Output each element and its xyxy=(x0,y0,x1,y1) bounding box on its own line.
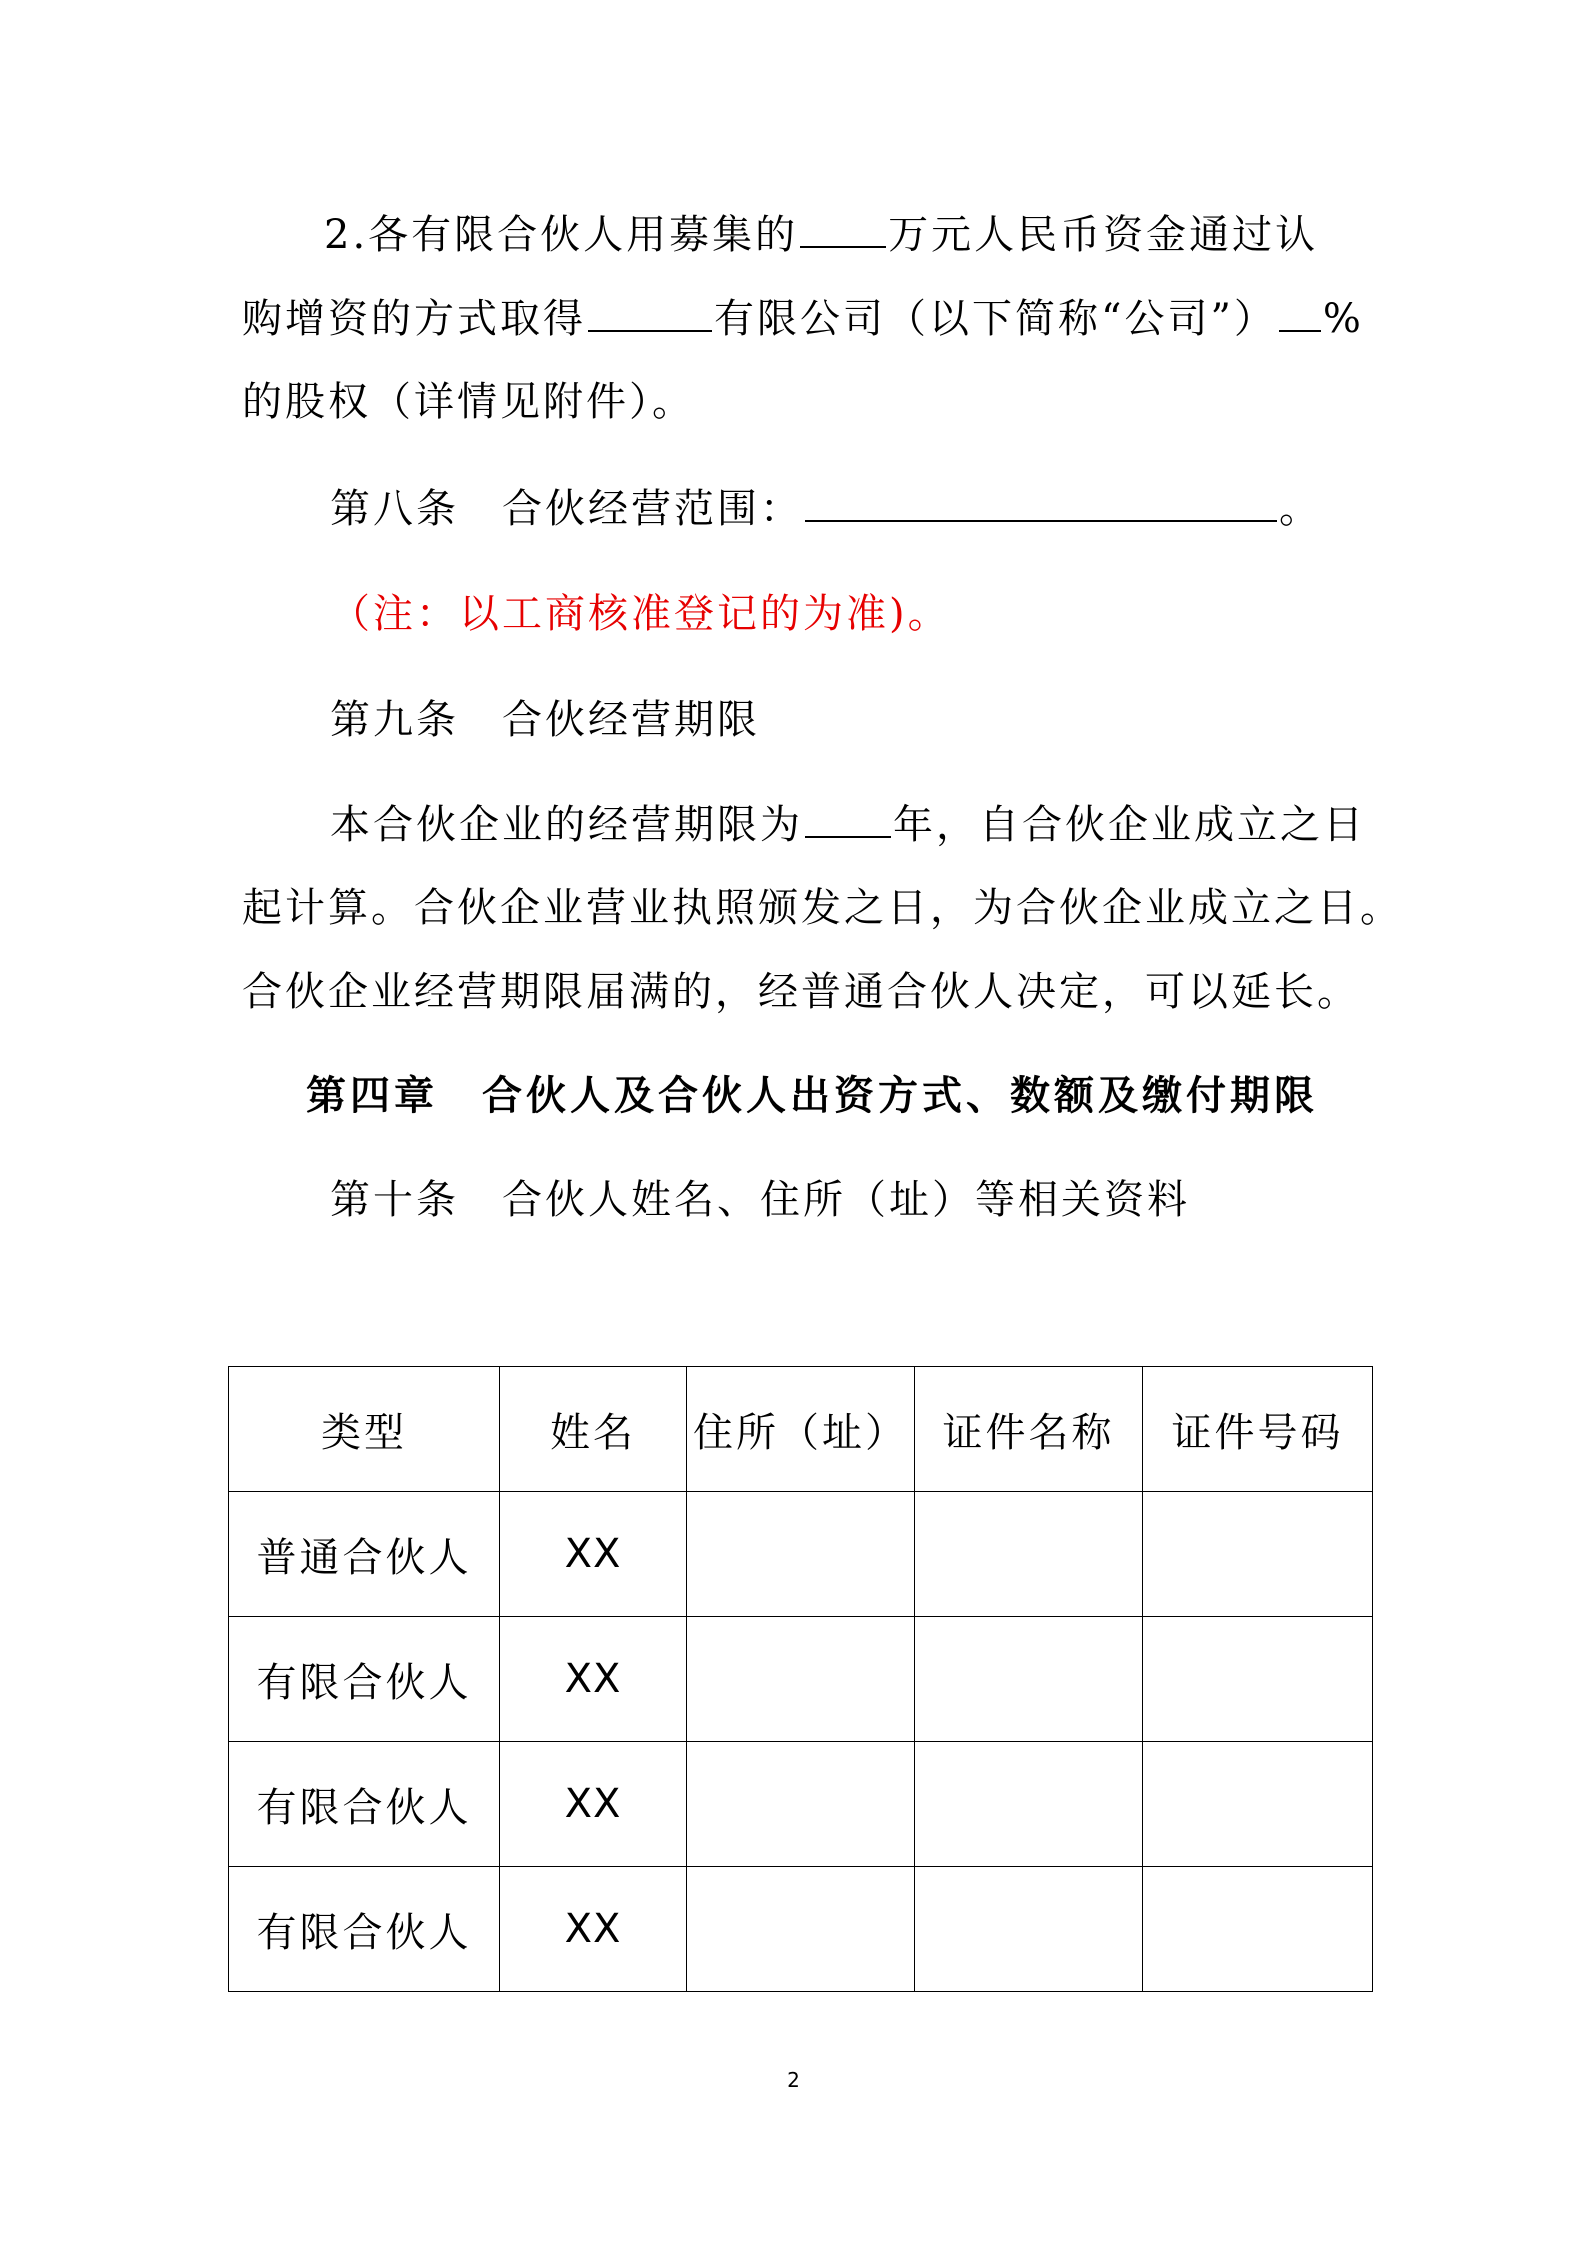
article-9-heading: 第九条 合伙经营期限 xyxy=(330,697,760,743)
table-row xyxy=(229,1867,1373,1992)
header-id-number: 证件号码 xyxy=(1143,1367,1373,1492)
table-row xyxy=(229,1617,1373,1742)
partner-type-cell: 有限合伙人 xyxy=(229,1742,500,1867)
clause-2-text-d: 有限公司（以下简称“公司”） xyxy=(714,296,1277,342)
clause-2-line-1 xyxy=(324,210,1318,259)
term-text-a: 本合伙企业的经营期限为 xyxy=(330,802,803,848)
article-8-end: 。 xyxy=(1279,486,1322,532)
partners-info-table xyxy=(228,1366,1373,1992)
term-line-2: 起计算。合伙企业营业执照颁发之日，为合伙企业成立之日。 xyxy=(242,885,1403,931)
percent-sign: % xyxy=(1322,296,1364,342)
article-10-heading: 第十条 合伙人姓名、住所（址）等相关资料 xyxy=(330,1177,1190,1223)
header-id-type: 证件名称 xyxy=(915,1367,1143,1492)
header-name: 姓名 xyxy=(500,1367,687,1492)
term-line-1 xyxy=(330,800,1366,849)
term-text-b: 年，自合伙企业成立之日 xyxy=(893,802,1366,848)
table-header-row xyxy=(229,1367,1373,1492)
partner-id-number-cell xyxy=(1143,1492,1373,1617)
company-name-blank[interactable] xyxy=(588,294,712,332)
partner-address-cell xyxy=(687,1867,915,1992)
partner-id-number-cell xyxy=(1143,1867,1373,1992)
header-type: 类型 xyxy=(229,1367,500,1492)
amount-blank[interactable] xyxy=(800,210,886,248)
term-years-blank[interactable] xyxy=(805,800,891,838)
partner-name-cell: XX xyxy=(500,1742,687,1867)
clause-2-line-2 xyxy=(242,294,1364,343)
partner-name-cell: XX xyxy=(500,1617,687,1742)
partner-type-cell: 普通合伙人 xyxy=(229,1492,500,1617)
clause-2-text-b: 万元人民币资金通过认 xyxy=(888,212,1319,258)
partner-address-cell xyxy=(687,1492,915,1617)
clause-2-text-a: 2.各有限合伙人用募集的 xyxy=(324,212,799,258)
partner-id-type-cell xyxy=(915,1617,1143,1742)
registration-note: （注：以工商核准登记的为准)。 xyxy=(330,591,951,637)
partner-id-type-cell xyxy=(915,1492,1143,1617)
partner-name-cell: XX xyxy=(500,1492,687,1617)
business-scope-blank[interactable] xyxy=(805,484,1277,522)
partner-id-number-cell xyxy=(1143,1617,1373,1742)
partner-id-type-cell xyxy=(915,1867,1143,1992)
term-line-3: 合伙企业经营期限届满的，经普通合伙人决定，可以延长。 xyxy=(242,969,1360,1015)
partner-id-number-cell xyxy=(1143,1742,1373,1867)
table-row xyxy=(229,1742,1373,1867)
table-row xyxy=(229,1492,1373,1617)
header-address: 住所（址） xyxy=(687,1367,915,1492)
partner-type-cell: 有限合伙人 xyxy=(229,1867,500,1992)
partner-address-cell xyxy=(687,1742,915,1867)
chapter-4-heading: 第四章 合伙人及合伙人出资方式、数额及缴付期限 xyxy=(306,1072,1318,1119)
percentage-blank[interactable] xyxy=(1279,294,1321,332)
article-8-text: 第八条 合伙经营范围： xyxy=(330,486,803,532)
page-number: 2 xyxy=(787,2068,800,2092)
partner-name-cell: XX xyxy=(500,1867,687,1992)
article-8 xyxy=(330,484,1322,533)
partner-type-cell: 有限合伙人 xyxy=(229,1617,500,1742)
clause-2-line-3: 的股权（详情见附件）。 xyxy=(242,379,695,425)
partner-id-type-cell xyxy=(915,1742,1143,1867)
partner-address-cell xyxy=(687,1617,915,1742)
clause-2-text-c: 购增资的方式取得 xyxy=(242,296,586,342)
